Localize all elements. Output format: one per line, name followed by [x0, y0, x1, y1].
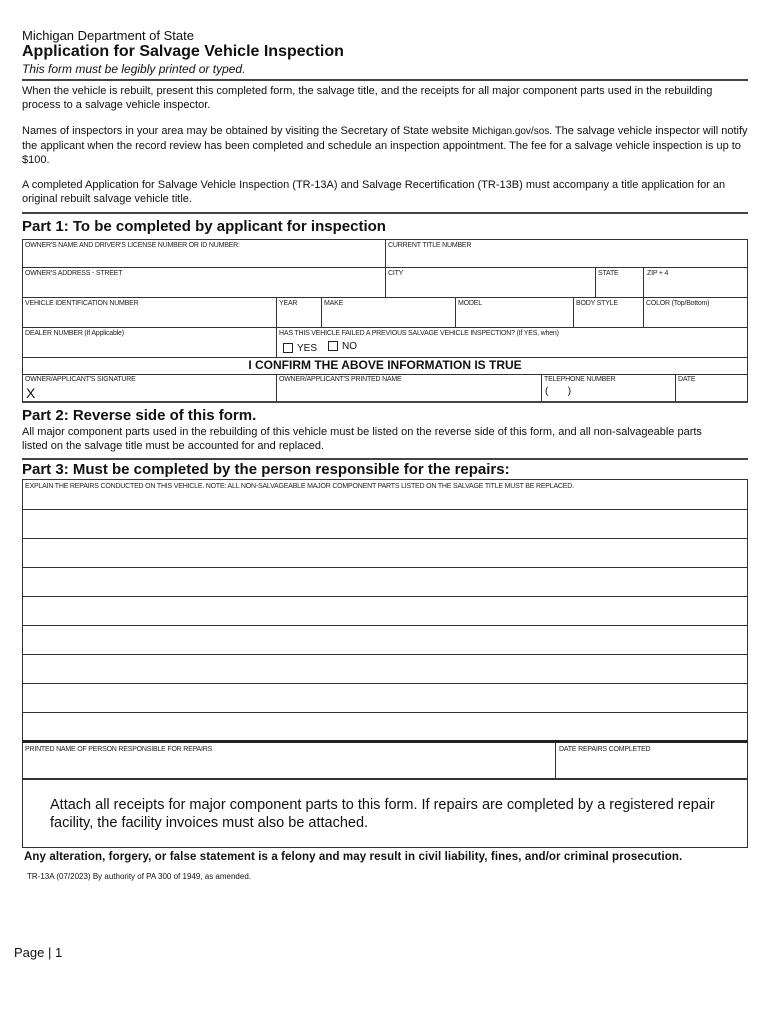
intro-paragraph-2 — [22, 124, 762, 167]
repairer-row — [22, 742, 748, 779]
date-completed-field[interactable]: DATE REPAIRS COMPLETED — [559, 746, 651, 753]
printed-name-field[interactable]: OWNER/APPLICANT'S PRINTED NAME — [279, 376, 402, 383]
signature-label: OWNER/APPLICANT'S SIGNATURE — [25, 376, 136, 383]
address-field[interactable]: OWNER'S ADDRESS - STREET — [25, 270, 123, 277]
text: The salvage vehicle inspector will notify the applicant when the record review has been completed and schedule an inspection appointment. The fee for a salvage vehicle inspection is up to $100. — [22, 125, 748, 166]
attach-receipts-notice: Attach all receipts for major component parts to this form. If repairs are completed by a registered repair facility, the facility invoices must also be attached. — [50, 797, 715, 831]
city-field[interactable]: CITY — [388, 270, 404, 277]
sos-website-link[interactable]: Michigan.gov/sos. — [472, 126, 553, 137]
intro-paragraph-3: A completed Application for Salvage Vehicle Inspection (TR-13A) and Salvage Recertification (TR-13B) must accompany a title application for an original rebuilt salvage vehicle title. — [22, 179, 726, 205]
no-label: NO — [342, 341, 357, 352]
signature-field[interactable]: X — [26, 385, 36, 401]
divider — [22, 212, 748, 214]
no-checkbox[interactable] — [328, 341, 357, 352]
explain-repairs-label: EXPLAIN THE REPAIRS CONDUCTED ON THIS VEHICLE. NOTE: ALL NON-SALVAGEABLE MAJOR COMPONENT PARTS LISTED ON THE SALVAGE TITLE MUST BE REPLACED. — [25, 483, 574, 490]
felony-warning: Any alteration, forgery, or false statement is a felony and may result in civil liability, fines, and/or criminal prosecution. — [24, 851, 683, 863]
part2-heading: Part 2: Reverse side of this form. — [22, 407, 257, 424]
confirm-statement: I CONFIRM THE ABOVE INFORMATION IS TRUE — [248, 358, 522, 372]
yes-label: YES — [297, 343, 318, 354]
attach-notice-box — [22, 779, 748, 848]
failed-inspection-label: HAS THIS VEHICLE FAILED A PREVIOUS SALVAGE VEHICLE INSPECTION? (If YES, when) — [279, 330, 559, 337]
vin-field[interactable]: VEHICLE IDENTIFICATION NUMBER — [25, 300, 139, 307]
model-field[interactable]: MODEL — [458, 300, 482, 307]
form-subtitle: This form must be legibly printed or typed. — [22, 62, 246, 76]
page-number: Page | 1 — [14, 945, 63, 960]
year-field[interactable]: YEAR — [279, 300, 298, 307]
phone-area-code: ( ) — [545, 386, 572, 397]
divider — [22, 458, 748, 460]
date-field[interactable]: DATE — [678, 376, 696, 383]
owner-name-field[interactable]: OWNER'S NAME AND DRIVER'S LICENSE NUMBER OR ID NUMBER: — [25, 242, 240, 249]
color-field[interactable]: COLOR (Top/Bottom) — [646, 300, 710, 307]
applicant-table — [22, 239, 748, 403]
make-field[interactable]: MAKE — [324, 300, 344, 307]
part1-heading: Part 1: To be completed by applicant for inspection — [22, 218, 386, 235]
divider — [22, 79, 748, 81]
zip-field[interactable]: ZIP + 4 — [647, 270, 669, 277]
text: Names of inspectors in your area may be obtained by visiting the Secretary of State website — [22, 125, 473, 137]
divider — [22, 401, 748, 403]
repairs-explanation-box[interactable] — [22, 479, 748, 743]
form-title: Application for Salvage Vehicle Inspection — [22, 43, 344, 60]
telephone-field[interactable]: TELEPHONE NUMBER — [544, 376, 616, 383]
agency-name: Michigan Department of State — [22, 28, 194, 43]
yes-checkbox[interactable] — [283, 343, 317, 354]
intro-paragraph-1: When the vehicle is rebuilt, present this completed form, the salvage title, and the receipts for all major component parts used in the rebuilding process to a salvage vehicle inspector. — [22, 85, 713, 111]
part2-text: All major component parts used in the rebuilding of this vehicle must be listed on the reverse side of this form, and all non-salvageable parts listed on the salvage title must be accounted for and replaced. — [22, 426, 702, 452]
form-id: TR-13A (07/2023) By authority of PA 300 of 1949, as amended. — [27, 872, 251, 881]
repairer-name-field[interactable]: PRINTED NAME OF PERSON RESPONSIBLE FOR REPAIRS — [25, 746, 213, 753]
state-field[interactable]: STATE — [598, 270, 619, 277]
part3-heading: Part 3: Must be completed by the person responsible for the repairs: — [22, 461, 510, 478]
dealer-number-field[interactable]: DEALER NUMBER (If Applicable) — [25, 330, 124, 337]
body-style-field[interactable]: BODY STYLE — [576, 300, 618, 307]
title-number-field[interactable]: CURRENT TITLE NUMBER — [388, 242, 472, 249]
